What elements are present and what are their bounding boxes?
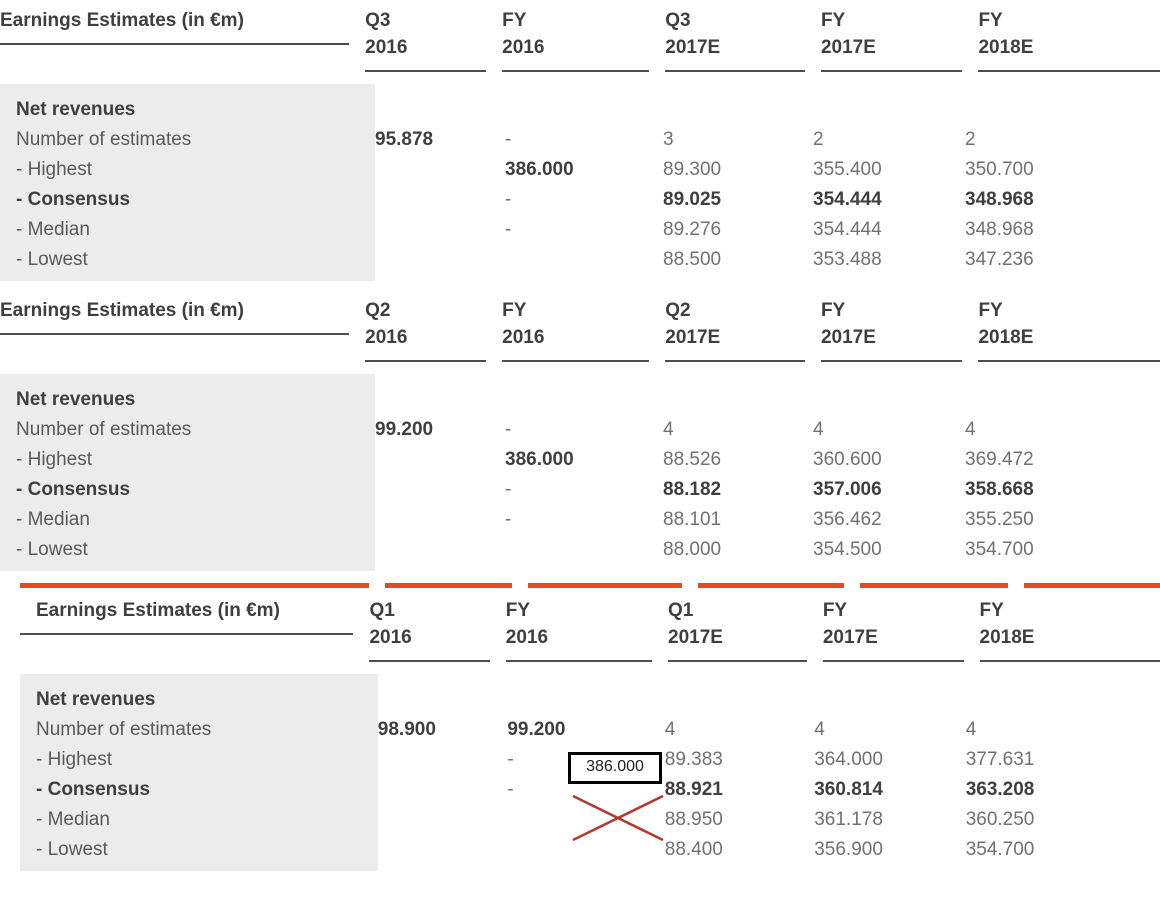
column-header-4: FY 2018E: [978, 290, 1160, 362]
label-highest: - Highest: [16, 158, 93, 180]
data-column-4: 2 350.700 348.968 348.968 347.236: [965, 128, 1034, 271]
column-header-3: FY 2017E: [821, 290, 963, 362]
table-header-row: [0, 0, 1160, 72]
row-title: Net revenues: [16, 98, 136, 120]
column-header-4: FY 2018E: [978, 0, 1160, 72]
table-title: Earnings Estimates (in €m): [0, 0, 349, 45]
column-header-1: FY 2016: [506, 588, 652, 662]
data-column-2: 3 89.300 89.025 89.276 88.500: [663, 128, 722, 271]
data-column-0: 99.200: [375, 418, 434, 440]
column-header-0: Q2 2016: [365, 290, 486, 362]
label-highest: - Highest: [36, 749, 113, 771]
data-column-0: 95.878: [375, 128, 434, 150]
data-column-4: 4 377.631 363.208 360.250 354.700: [965, 719, 1035, 861]
column-header-0: Q1 2016: [369, 588, 489, 662]
label-lowest: - Lowest: [16, 249, 88, 271]
column-header-1: FY 2016: [502, 0, 649, 72]
row-title: Net revenues: [36, 689, 156, 710]
label-consensus: - Consensus: [16, 479, 131, 501]
data-column-0: 98.900: [377, 719, 436, 741]
label-lowest: - Lowest: [36, 839, 108, 861]
data-column-1: - 386.000 - -: [505, 418, 574, 531]
data-column-4: 4 369.472 358.668 355.250 354.700: [965, 418, 1034, 561]
struck-consensus-value: 99.200: [507, 719, 566, 741]
data-column-2: 4 88.526 88.182 88.101 88.000: [663, 418, 722, 561]
label-consensus: - Consensus: [16, 188, 131, 210]
table-data-row: [0, 374, 1160, 571]
label-number-of-estimates: Number of estimates: [16, 128, 192, 150]
earnings-block-2: [0, 290, 1160, 571]
row-title: Net revenues: [16, 388, 136, 410]
label-number-of-estimates: Number of estimates: [36, 719, 212, 741]
label-highest: - Highest: [16, 449, 93, 470]
data-column-3: 2 355.400 354.444 354.444 353.488: [813, 128, 882, 271]
label-consensus: - Consensus: [36, 779, 151, 801]
table-header-row: [20, 588, 1160, 662]
row-labels: [20, 674, 378, 871]
column-header-0: Q3 2016: [365, 0, 486, 72]
data-column-1: - 386.000 - -: [505, 128, 574, 240]
annotation-corrected-value-box: 386.000: [568, 752, 662, 784]
table-title: Earnings Estimates (in €m): [20, 588, 353, 635]
earnings-block-3: [20, 583, 1160, 871]
data-column-1: 99.200 - -: [507, 674, 664, 871]
column-header-2: Q3 2017E: [665, 0, 805, 72]
data-column-3: 4 364.000 360.814 361.178 356.900: [814, 719, 883, 861]
column-header-1: FY 2016: [502, 290, 649, 362]
column-header-3: FY 2017E: [823, 588, 964, 662]
earnings-block-1: [0, 0, 1160, 281]
column-header-3: FY 2017E: [821, 0, 963, 72]
column-header-2: Q1 2017E: [668, 588, 807, 662]
row-labels: [0, 84, 375, 281]
data-column-2: 4 89.383 88.921 88.950 88.400: [664, 719, 723, 861]
column-header-4: FY 2018E: [980, 588, 1160, 662]
label-lowest: - Lowest: [16, 539, 88, 561]
label-median: - Median: [16, 219, 90, 240]
column-header-2: Q2 2017E: [665, 290, 805, 362]
label-number-of-estimates: Number of estimates: [16, 418, 192, 440]
data-column-3: 4 360.600 357.006 356.462 354.500: [813, 418, 882, 561]
table-data-row: [0, 84, 1160, 281]
row-labels: [0, 374, 375, 571]
table-header-row: [0, 290, 1160, 362]
table-title: Earnings Estimates (in €m): [0, 290, 349, 335]
label-median: - Median: [16, 509, 90, 531]
label-median: - Median: [36, 809, 110, 831]
